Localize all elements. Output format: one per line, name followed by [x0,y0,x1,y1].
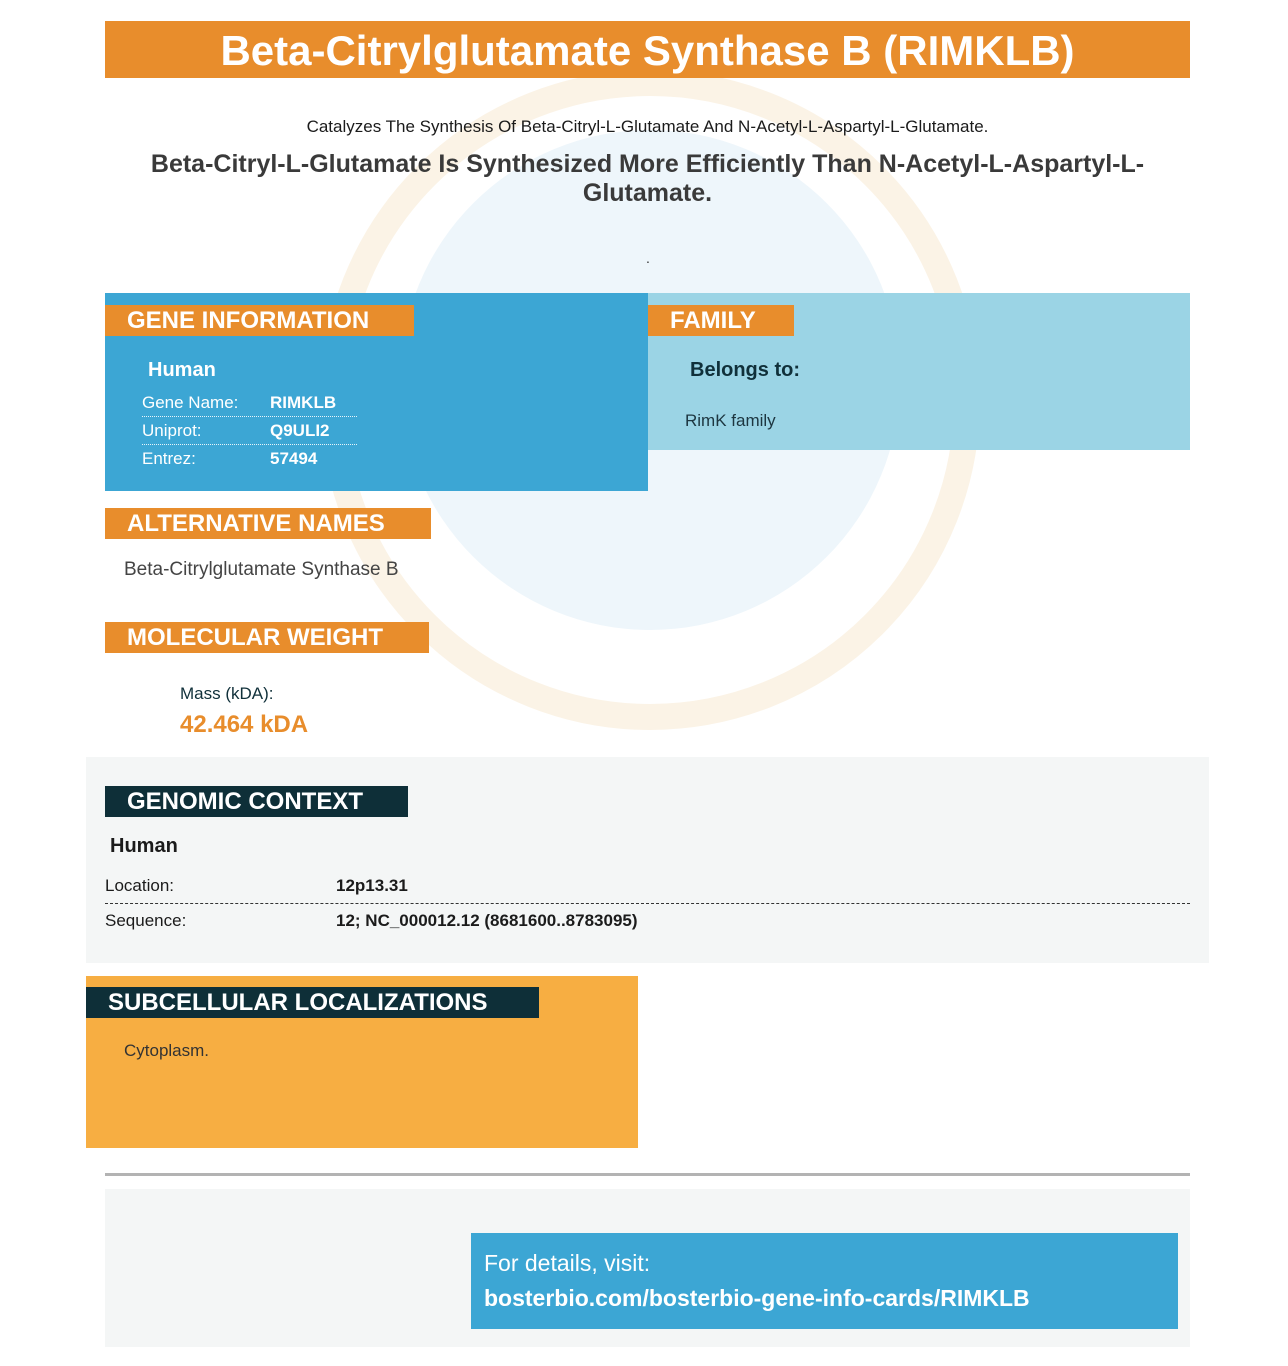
alternative-names-heading: ALTERNATIVE NAMES [105,508,431,539]
gene-name-value: RIMKLB [270,393,337,412]
sequence-value: 12; NC_000012.12 (8681600..8783095) [336,911,638,930]
alternative-name-value: Beta-Citrylglutamate Synthase B [124,559,399,580]
genomic-species: Human [110,835,178,857]
subcellular-value: Cytoplasm. [124,1041,210,1060]
gene-name-label: Gene Name: [142,393,239,412]
visit-label: For details, visit: [484,1250,651,1276]
gene-name-row [142,389,357,417]
gene-function-summary: Catalyzes The Synthesis Of Beta-Citryl-L-Glutamate And N-Acetyl-L-Aspartyl-L-Glutamate. [306,117,989,136]
entrez-label: Entrez: [142,449,196,468]
belongs-to-label: Belongs to: [690,359,800,381]
uniprot-label: Uniprot: [142,421,202,440]
details-url-link[interactable]: bosterbio.com/bosterbio-gene-info-cards/RIMKLB [484,1285,1030,1311]
gene-information-heading: GENE INFORMATION [105,305,414,336]
uniprot-row [142,417,357,445]
gene-function-headline: Beta-Citryl-L-Glutamate Is Synthesized More Efficiently Than N-Acetyl-L-Aspartyl-L-Glutamate. [150,150,1145,207]
genomic-context-heading: GENOMIC CONTEXT [105,786,408,817]
gene-species: Human [148,359,216,381]
entrez-value: 57494 [270,449,318,468]
separator-dot: . [646,250,650,266]
entrez-row [142,445,357,472]
location-row [105,869,1190,904]
sequence-label: Sequence: [105,911,187,930]
footer-divider [105,1173,1190,1176]
location-value: 12p13.31 [336,876,408,895]
family-heading: FAMILY [648,305,794,336]
subcellular-heading: SUBCELLULAR LOCALIZATIONS [86,987,539,1018]
uniprot-value: Q9ULI2 [270,421,330,440]
details-link-box[interactable] [471,1233,1178,1329]
page-title: Beta-Citrylglutamate Synthase B (RIMKLB) [105,21,1190,78]
sequence-row [105,904,1190,938]
mass-label: Mass (kDA): [180,684,274,703]
location-label: Location: [105,876,174,895]
molecular-weight-heading: MOLECULAR WEIGHT [105,622,429,653]
mass-value: 42.464 kDA [180,711,309,738]
family-value: RimK family [685,411,776,430]
